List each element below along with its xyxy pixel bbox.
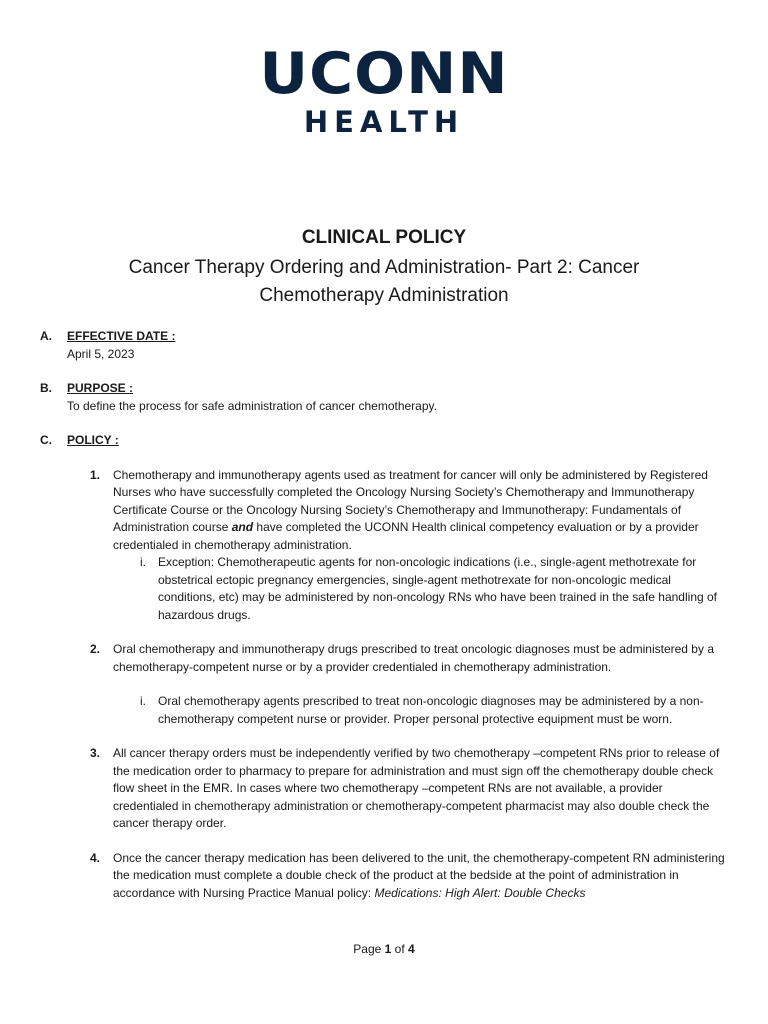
of-label: of: [394, 942, 405, 956]
item-number: 1.: [90, 467, 101, 482]
section-letter: C.: [40, 433, 52, 447]
policy-subitem: [113, 554, 730, 624]
policy-item: [40, 467, 730, 625]
uconn-health-logo: [0, 40, 768, 139]
subitem-text: Exception: Chemotherapeutic agents for non-oncologic indications (i.e., single-agent methotrexate for obstetrical ectopic pregnancy emergencies, single-agent methotrexate for non-oncologic medical conditions, etc) may be administered by non-oncology RNs who have been trained in the safe handling of hazardous drugs.: [158, 555, 718, 622]
item-number: 3.: [90, 746, 101, 760]
item-text-part: Once the cancer therapy medication has been delivered to the unit, the chemotherapy-competent RN administering the medication must complete a double check of the product at the bedside at the point of administration in accordance with Nursing Practice Manual policy:: [113, 850, 725, 900]
policy-subitem: [113, 693, 730, 728]
document-body: [40, 328, 730, 919]
document-header: [0, 224, 768, 310]
item-number: 4.: [90, 850, 101, 865]
section-letter: A.: [40, 329, 52, 343]
document-title: CLINICAL POLICY: [301, 227, 467, 248]
policy-item: [40, 850, 730, 903]
item-text: [113, 850, 730, 903]
item-text-emphasis: and: [231, 520, 254, 534]
section-policy: [40, 432, 730, 450]
item-text-emphasis: Medications: High Alert: Double Checks: [374, 885, 586, 900]
section-heading: EFFECTIVE DATE :: [67, 329, 176, 343]
section-body: April 5, 2023: [67, 346, 135, 361]
section-effective-date: [40, 328, 730, 363]
section-body: To define the process for safe administration of cancer chemotherapy.: [67, 398, 437, 413]
section-letter: B.: [40, 381, 52, 395]
item-text: Oral chemotherapy and immunotherapy drugs prescribed to treat oncologic diagnoses must be administered by a chemotherapy-competent nurse or by a provider credentialed in chemotherapy administration.: [113, 642, 714, 674]
item-text: [113, 467, 730, 555]
page-total: 4: [408, 942, 415, 956]
subitem-number: i.: [140, 555, 146, 569]
section-heading: PURPOSE :: [67, 381, 134, 395]
item-text: All cancer therapy orders must be independently verified by two chemotherapy –competent RNs prior to release of the medication order to pharmacy to prepare for administration and must sign off the chemotherapy double check flow sheet in the EMR. In cases where two chemotherapy –competent RNs are not available, a provider credentialed in chemotherapy administration or chemotherapy-competent pharmacist may also double check the cancer therapy order.: [113, 746, 720, 830]
page-footer: [0, 942, 768, 956]
subitem-text: Oral chemotherapy agents prescribed to treat non-oncologic diagnoses may be administered by a non-chemotherapy competent nurse or provider. Proper personal protective equipment must be worn.: [158, 694, 704, 726]
policy-item: [40, 745, 730, 833]
document-subtitle: Cancer Therapy Ordering and Administration- Part 2: Cancer Chemotherapy Administration: [128, 257, 640, 306]
logo-wordmark-health: HEALTH: [303, 105, 465, 139]
subitem-number: i.: [140, 694, 146, 708]
page-current: 1: [384, 942, 392, 956]
item-text-part: Chemotherapy and immunotherapy agents used as treatment for cancer will only be administered by Registered Nurses who have successfully completed the Oncology Nursing Society’s Chemotherapy and Immunotherapy Certificate Course or the Oncology Nursing Society’s Chemotherapy and Immunotherapy: Fundamentals of Administration course: [113, 467, 708, 534]
item-text-part: have completed the UCONN Health clinical competency evaluation or by a provider credentialed in chemotherapy administration.: [113, 520, 699, 552]
item-number: 2.: [90, 642, 101, 656]
policy-item: [40, 641, 730, 728]
logo-wordmark-uconn: UCONN: [259, 40, 509, 108]
policy-list: [40, 467, 730, 903]
section-purpose: [40, 380, 730, 415]
page-label: Page: [353, 942, 382, 956]
section-heading: POLICY :: [67, 433, 119, 447]
